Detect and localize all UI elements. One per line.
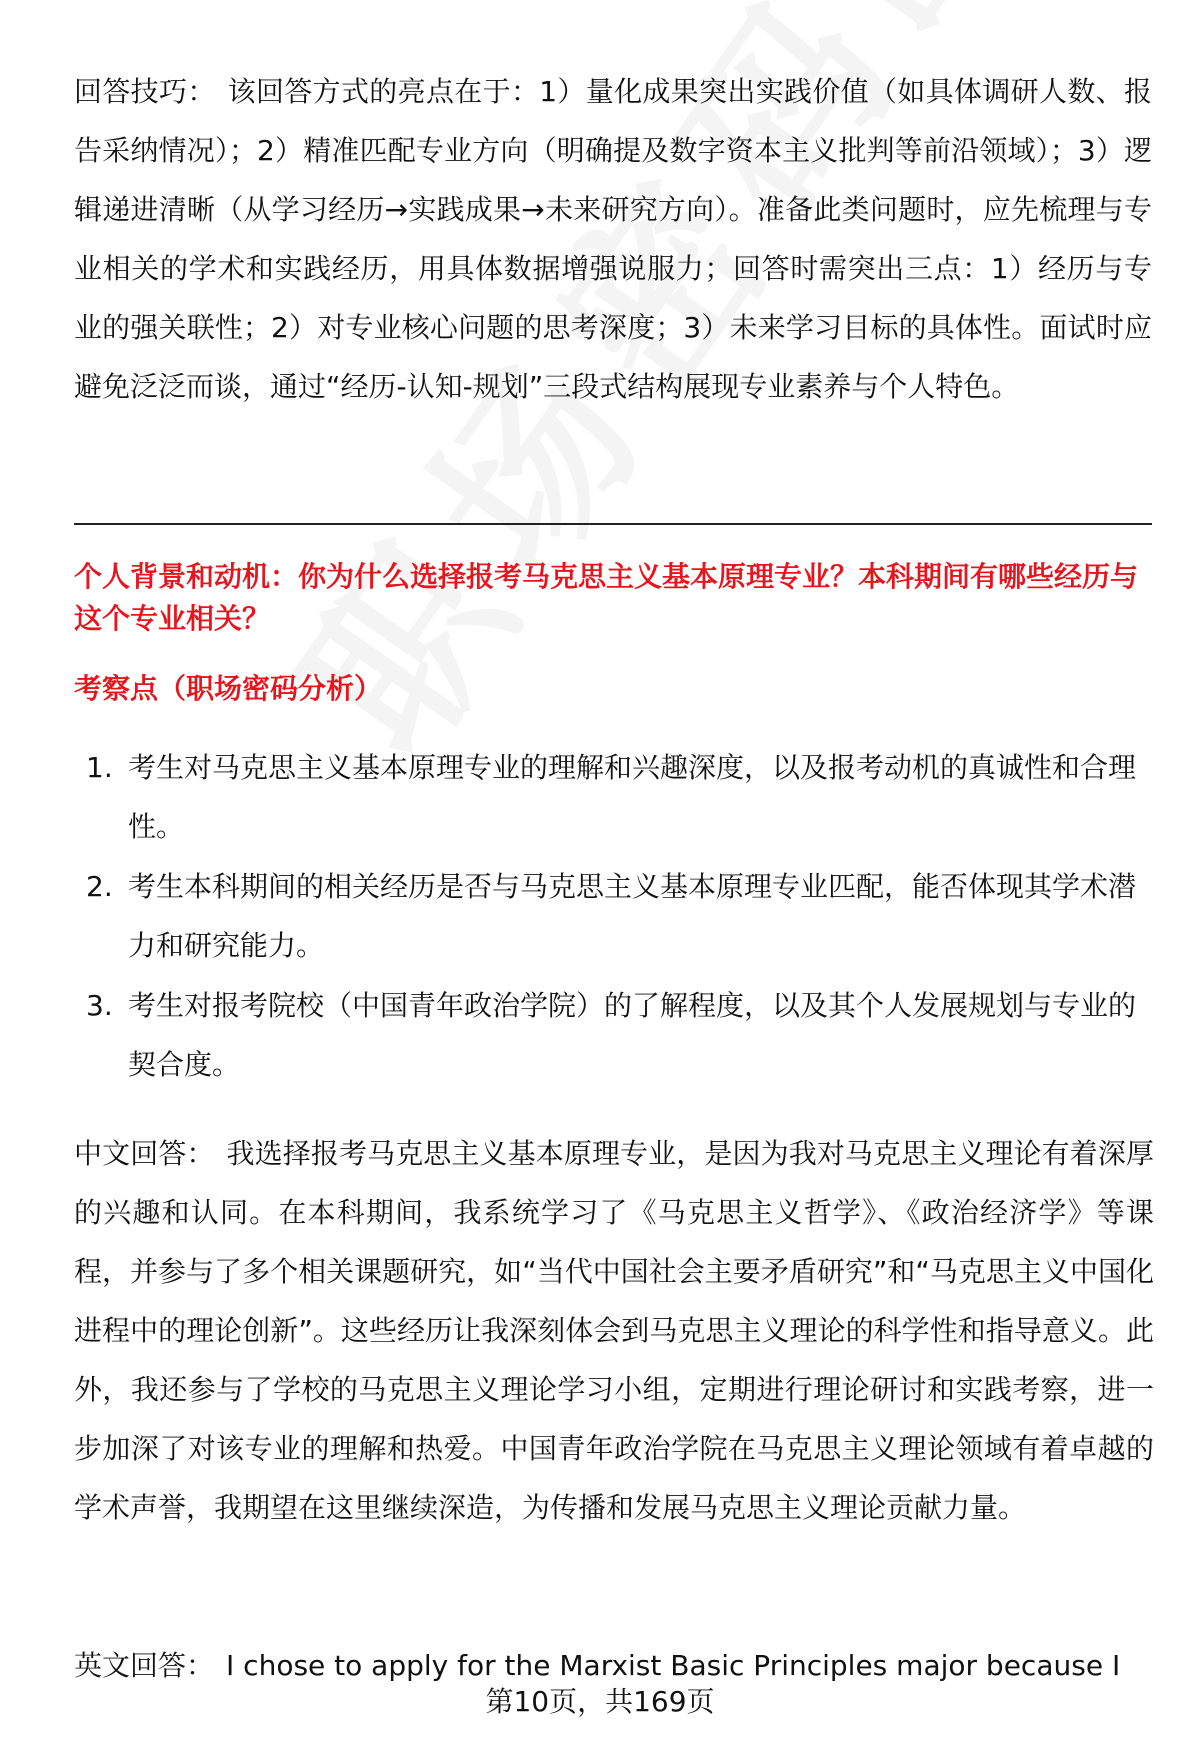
chinese-answer-label: 中文回答： (74, 1137, 215, 1170)
question-heading: 个人背景和动机：你为什么选择报考马克思主义基本原理专业？本科期间有哪些经历与这个专业相关？ (74, 560, 1139, 635)
chinese-answer-text: 我选择报考马克思主义基本原理专业，是因为我对马克思主义理论有着深厚的兴趣和认同。在本科期间，我系统学习了《马克思主义哲学》、《政治经济学》等课程，并参与了多个相关课题研究，如“当代中国社会主要矛盾研究”和“马克思主义中国化进程中的理论创新”。这些经历让我深刻体会到马克思主义理论的科学性和指导意义。此外，我还参与了学校的马克思主义理论学习小组，定期进行理论研讨和实践考察，进一步加深了对该专业的理解和热爱。中国青年政治学院在马克思主义理论领域有着卓越的学术声誉，我期望在这里继续深造，为传播和发展马克思主义理论贡献力量。 (74, 1137, 1154, 1524)
focus-points-list (74, 738, 1152, 1095)
english-answer-text: I chose to apply for the Marxist Basic Principles major because I (226, 1649, 1121, 1682)
chinese-answer-paragraph (74, 1124, 1154, 1537)
focus-point-text: 考生本科期间的相关经历是否与马克思主义基本原理专业匹配，能否体现其学术潜力和研究能力。 (128, 870, 1137, 962)
focus-point-text: 考生对报考院校（中国青年政治学院）的了解程度，以及其个人发展规划与专业的契合度。 (128, 989, 1137, 1081)
focus-point-number: 2. (86, 870, 113, 903)
focus-point-item (74, 976, 1152, 1094)
focus-point-number: 1. (86, 751, 113, 784)
focus-points-heading: 考察点（职场密码分析） (74, 672, 383, 705)
focus-point-item (74, 738, 1152, 856)
focus-point-number: 3. (86, 989, 113, 1022)
section-divider (74, 523, 1152, 525)
answer-tips-paragraph (74, 62, 1152, 416)
page-number-footer: 第10页，共169页 (485, 1685, 715, 1718)
answer-tips-label: 回答技巧： (74, 75, 216, 108)
english-answer-label: 英文回答： (74, 1649, 215, 1682)
focus-point-text: 考生对马克思主义基本原理专业的理解和兴趣深度，以及报考动机的真诚性和合理性。 (128, 751, 1137, 843)
focus-point-item (74, 857, 1152, 975)
answer-tips-text: 该回答方式的亮点在于：1）量化成果突出实践价值（如具体调研人数、报告采纳情况）；2）精准匹配专业方向（明确提及数字资本主义批判等前沿领域）；3）逻辑递进清晰（从学习经历→实践成果→未来研究方向）。准备此类问题时，应先梳理与专业相关的学术和实践经历，用具体数据增强说服力；回答时需突出三点：1）经历与专业的强关联性；2）对专业核心问题的思考深度；3）未来学习目标的具体性。面试时应避免泛泛而谈，通过“经历-认知-规划”三段式结构展现专业素养与个人特色。 (74, 75, 1152, 403)
